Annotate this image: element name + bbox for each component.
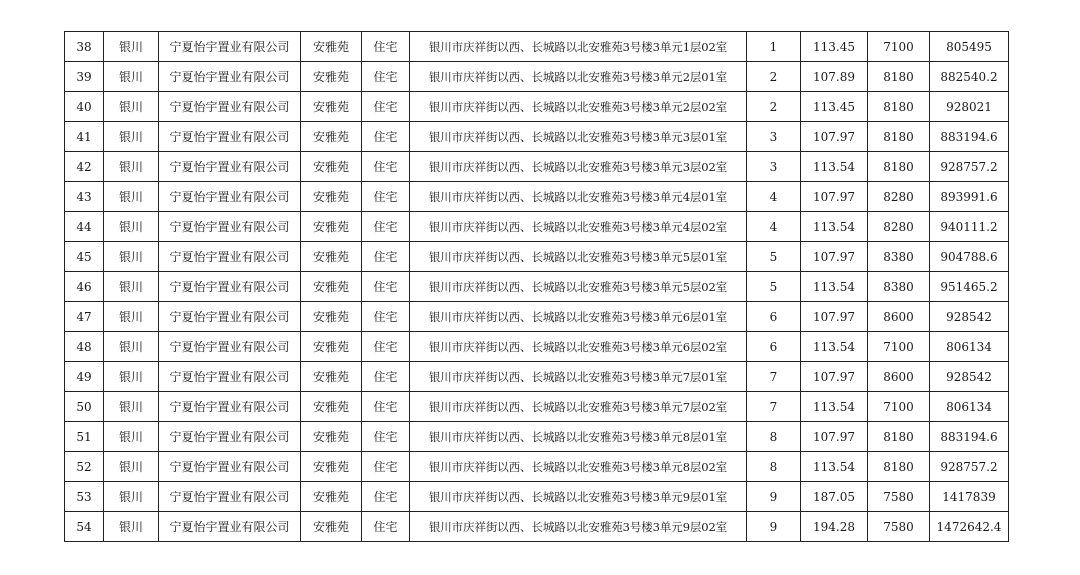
table-row <box>65 92 1009 122</box>
table-row <box>65 482 1009 512</box>
floor-cell: 8 <box>747 422 801 452</box>
total-price-cell: 882540.2 <box>930 62 1009 92</box>
project-cell: 安雅苑 <box>301 32 362 62</box>
row-number-cell: 42 <box>65 152 104 182</box>
row-number-cell: 52 <box>65 452 104 482</box>
usage-cell: 住宅 <box>362 482 410 512</box>
table-row <box>65 182 1009 212</box>
usage-cell: 住宅 <box>362 62 410 92</box>
usage-cell: 住宅 <box>362 242 410 272</box>
company-cell: 宁夏怡宇置业有限公司 <box>159 512 301 542</box>
project-cell: 安雅苑 <box>301 512 362 542</box>
usage-cell: 住宅 <box>362 362 410 392</box>
floor-cell: 7 <box>747 392 801 422</box>
city-cell: 银川 <box>104 482 159 512</box>
usage-cell: 住宅 <box>362 122 410 152</box>
city-cell: 银川 <box>104 62 159 92</box>
table-row <box>65 362 1009 392</box>
company-cell: 宁夏怡宇置业有限公司 <box>159 482 301 512</box>
area-cell: 113.54 <box>801 272 868 302</box>
floor-cell: 7 <box>747 362 801 392</box>
table-row <box>65 62 1009 92</box>
city-cell: 银川 <box>104 392 159 422</box>
company-cell: 宁夏怡宇置业有限公司 <box>159 212 301 242</box>
usage-cell: 住宅 <box>362 512 410 542</box>
city-cell: 银川 <box>104 32 159 62</box>
total-price-cell: 928542 <box>930 302 1009 332</box>
area-cell: 113.45 <box>801 32 868 62</box>
city-cell: 银川 <box>104 212 159 242</box>
project-cell: 安雅苑 <box>301 332 362 362</box>
usage-cell: 住宅 <box>362 302 410 332</box>
project-cell: 安雅苑 <box>301 362 362 392</box>
address-cell: 银川市庆祥街以西、长城路以北安雅苑3号楼3单元9层01室 <box>410 482 747 512</box>
address-cell: 银川市庆祥街以西、长城路以北安雅苑3号楼3单元4层01室 <box>410 182 747 212</box>
area-cell: 107.97 <box>801 362 868 392</box>
area-cell: 113.45 <box>801 92 868 122</box>
address-cell: 银川市庆祥街以西、长城路以北安雅苑3号楼3单元2层01室 <box>410 62 747 92</box>
row-number-cell: 54 <box>65 512 104 542</box>
area-cell: 113.54 <box>801 392 868 422</box>
table-body <box>65 32 1009 542</box>
total-price-cell: 806134 <box>930 392 1009 422</box>
unit-price-cell: 8180 <box>868 422 930 452</box>
total-price-cell: 928757.2 <box>930 152 1009 182</box>
address-cell: 银川市庆祥街以西、长城路以北安雅苑3号楼3单元9层02室 <box>410 512 747 542</box>
company-cell: 宁夏怡宇置业有限公司 <box>159 362 301 392</box>
floor-cell: 3 <box>747 152 801 182</box>
floor-cell: 1 <box>747 32 801 62</box>
usage-cell: 住宅 <box>362 182 410 212</box>
price-table-container <box>64 31 1009 542</box>
usage-cell: 住宅 <box>362 392 410 422</box>
address-cell: 银川市庆祥街以西、长城路以北安雅苑3号楼3单元3层01室 <box>410 122 747 152</box>
usage-cell: 住宅 <box>362 152 410 182</box>
address-cell: 银川市庆祥街以西、长城路以北安雅苑3号楼3单元2层02室 <box>410 92 747 122</box>
usage-cell: 住宅 <box>362 92 410 122</box>
unit-price-cell: 8380 <box>868 242 930 272</box>
total-price-cell: 951465.2 <box>930 272 1009 302</box>
unit-price-cell: 7100 <box>868 332 930 362</box>
floor-cell: 9 <box>747 512 801 542</box>
area-cell: 107.97 <box>801 182 868 212</box>
unit-price-cell: 8180 <box>868 152 930 182</box>
address-cell: 银川市庆祥街以西、长城路以北安雅苑3号楼3单元8层01室 <box>410 422 747 452</box>
table-row <box>65 212 1009 242</box>
row-number-cell: 45 <box>65 242 104 272</box>
table-row <box>65 122 1009 152</box>
company-cell: 宁夏怡宇置业有限公司 <box>159 392 301 422</box>
company-cell: 宁夏怡宇置业有限公司 <box>159 242 301 272</box>
project-cell: 安雅苑 <box>301 302 362 332</box>
row-number-cell: 46 <box>65 272 104 302</box>
company-cell: 宁夏怡宇置业有限公司 <box>159 62 301 92</box>
total-price-cell: 1417839 <box>930 482 1009 512</box>
table-row <box>65 332 1009 362</box>
area-cell: 107.97 <box>801 302 868 332</box>
company-cell: 宁夏怡宇置业有限公司 <box>159 302 301 332</box>
unit-price-cell: 8600 <box>868 362 930 392</box>
floor-cell: 9 <box>747 482 801 512</box>
unit-price-cell: 8180 <box>868 62 930 92</box>
row-number-cell: 50 <box>65 392 104 422</box>
row-number-cell: 40 <box>65 92 104 122</box>
company-cell: 宁夏怡宇置业有限公司 <box>159 272 301 302</box>
unit-price-cell: 8180 <box>868 452 930 482</box>
address-cell: 银川市庆祥街以西、长城路以北安雅苑3号楼3单元6层01室 <box>410 302 747 332</box>
floor-cell: 3 <box>747 122 801 152</box>
address-cell: 银川市庆祥街以西、长城路以北安雅苑3号楼3单元7层02室 <box>410 392 747 422</box>
area-cell: 107.89 <box>801 62 868 92</box>
city-cell: 银川 <box>104 122 159 152</box>
unit-price-cell: 7100 <box>868 392 930 422</box>
usage-cell: 住宅 <box>362 452 410 482</box>
unit-price-cell: 7580 <box>868 512 930 542</box>
address-cell: 银川市庆祥街以西、长城路以北安雅苑3号楼3单元5层01室 <box>410 242 747 272</box>
city-cell: 银川 <box>104 512 159 542</box>
unit-price-cell: 8280 <box>868 212 930 242</box>
table-row <box>65 272 1009 302</box>
usage-cell: 住宅 <box>362 272 410 302</box>
floor-cell: 2 <box>747 62 801 92</box>
floor-cell: 8 <box>747 452 801 482</box>
usage-cell: 住宅 <box>362 212 410 242</box>
company-cell: 宁夏怡宇置业有限公司 <box>159 32 301 62</box>
row-number-cell: 44 <box>65 212 104 242</box>
address-cell: 银川市庆祥街以西、长城路以北安雅苑3号楼3单元6层02室 <box>410 332 747 362</box>
total-price-cell: 893991.6 <box>930 182 1009 212</box>
city-cell: 银川 <box>104 422 159 452</box>
city-cell: 银川 <box>104 362 159 392</box>
address-cell: 银川市庆祥街以西、长城路以北安雅苑3号楼3单元4层02室 <box>410 212 747 242</box>
row-number-cell: 39 <box>65 62 104 92</box>
city-cell: 银川 <box>104 92 159 122</box>
project-cell: 安雅苑 <box>301 122 362 152</box>
unit-price-cell: 8180 <box>868 92 930 122</box>
table-row <box>65 152 1009 182</box>
address-cell: 银川市庆祥街以西、长城路以北安雅苑3号楼3单元5层02室 <box>410 272 747 302</box>
usage-cell: 住宅 <box>362 332 410 362</box>
city-cell: 银川 <box>104 272 159 302</box>
row-number-cell: 53 <box>65 482 104 512</box>
company-cell: 宁夏怡宇置业有限公司 <box>159 152 301 182</box>
row-number-cell: 49 <box>65 362 104 392</box>
project-cell: 安雅苑 <box>301 62 362 92</box>
area-cell: 107.97 <box>801 122 868 152</box>
table-row <box>65 392 1009 422</box>
row-number-cell: 43 <box>65 182 104 212</box>
usage-cell: 住宅 <box>362 32 410 62</box>
total-price-cell: 928542 <box>930 362 1009 392</box>
table-row <box>65 452 1009 482</box>
total-price-cell: 904788.6 <box>930 242 1009 272</box>
floor-cell: 5 <box>747 272 801 302</box>
area-cell: 113.54 <box>801 212 868 242</box>
area-cell: 107.97 <box>801 242 868 272</box>
unit-price-cell: 8280 <box>868 182 930 212</box>
area-cell: 187.05 <box>801 482 868 512</box>
project-cell: 安雅苑 <box>301 392 362 422</box>
address-cell: 银川市庆祥街以西、长城路以北安雅苑3号楼3单元8层02室 <box>410 452 747 482</box>
total-price-cell: 883194.6 <box>930 122 1009 152</box>
total-price-cell: 806134 <box>930 332 1009 362</box>
unit-price-cell: 7580 <box>868 482 930 512</box>
area-cell: 107.97 <box>801 422 868 452</box>
total-price-cell: 940111.2 <box>930 212 1009 242</box>
project-cell: 安雅苑 <box>301 92 362 122</box>
row-number-cell: 47 <box>65 302 104 332</box>
floor-cell: 5 <box>747 242 801 272</box>
floor-cell: 6 <box>747 332 801 362</box>
row-number-cell: 41 <box>65 122 104 152</box>
company-cell: 宁夏怡宇置业有限公司 <box>159 452 301 482</box>
project-cell: 安雅苑 <box>301 452 362 482</box>
city-cell: 银川 <box>104 242 159 272</box>
company-cell: 宁夏怡宇置业有限公司 <box>159 92 301 122</box>
city-cell: 银川 <box>104 152 159 182</box>
area-cell: 194.28 <box>801 512 868 542</box>
company-cell: 宁夏怡宇置业有限公司 <box>159 182 301 212</box>
total-price-cell: 928757.2 <box>930 452 1009 482</box>
address-cell: 银川市庆祥街以西、长城路以北安雅苑3号楼3单元3层02室 <box>410 152 747 182</box>
price-table <box>64 31 1009 542</box>
floor-cell: 4 <box>747 212 801 242</box>
total-price-cell: 883194.6 <box>930 422 1009 452</box>
project-cell: 安雅苑 <box>301 272 362 302</box>
project-cell: 安雅苑 <box>301 482 362 512</box>
project-cell: 安雅苑 <box>301 242 362 272</box>
area-cell: 113.54 <box>801 452 868 482</box>
unit-price-cell: 7100 <box>868 32 930 62</box>
project-cell: 安雅苑 <box>301 212 362 242</box>
project-cell: 安雅苑 <box>301 152 362 182</box>
table-row <box>65 422 1009 452</box>
city-cell: 银川 <box>104 302 159 332</box>
total-price-cell: 1472642.4 <box>930 512 1009 542</box>
city-cell: 银川 <box>104 452 159 482</box>
total-price-cell: 805495 <box>930 32 1009 62</box>
area-cell: 113.54 <box>801 332 868 362</box>
row-number-cell: 51 <box>65 422 104 452</box>
company-cell: 宁夏怡宇置业有限公司 <box>159 332 301 362</box>
company-cell: 宁夏怡宇置业有限公司 <box>159 422 301 452</box>
address-cell: 银川市庆祥街以西、长城路以北安雅苑3号楼3单元7层01室 <box>410 362 747 392</box>
unit-price-cell: 8380 <box>868 272 930 302</box>
table-row <box>65 512 1009 542</box>
unit-price-cell: 8600 <box>868 302 930 332</box>
city-cell: 银川 <box>104 182 159 212</box>
row-number-cell: 38 <box>65 32 104 62</box>
project-cell: 安雅苑 <box>301 182 362 212</box>
table-row <box>65 302 1009 332</box>
address-cell: 银川市庆祥街以西、长城路以北安雅苑3号楼3单元1层02室 <box>410 32 747 62</box>
floor-cell: 6 <box>747 302 801 332</box>
usage-cell: 住宅 <box>362 422 410 452</box>
company-cell: 宁夏怡宇置业有限公司 <box>159 122 301 152</box>
unit-price-cell: 8180 <box>868 122 930 152</box>
row-number-cell: 48 <box>65 332 104 362</box>
table-row <box>65 32 1009 62</box>
table-row <box>65 242 1009 272</box>
area-cell: 113.54 <box>801 152 868 182</box>
project-cell: 安雅苑 <box>301 422 362 452</box>
floor-cell: 4 <box>747 182 801 212</box>
city-cell: 银川 <box>104 332 159 362</box>
total-price-cell: 928021 <box>930 92 1009 122</box>
floor-cell: 2 <box>747 92 801 122</box>
